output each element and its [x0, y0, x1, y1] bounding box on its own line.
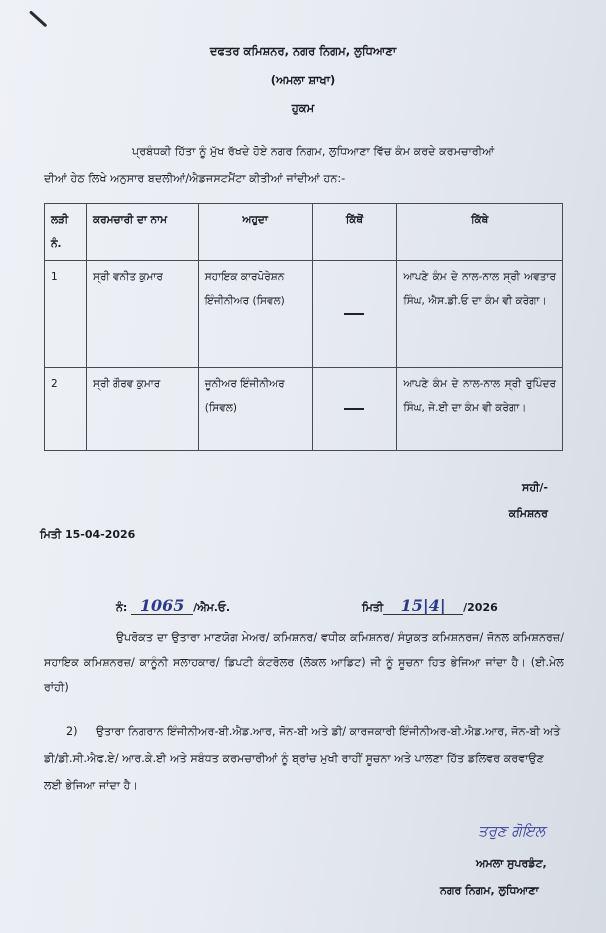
intro-line-1: ਪ੍ਰਬੰਧਕੀ ਹਿੱਤਾ ਨੂੰ ਮੁੱਖ ਰੱਖਦੇ ਹੋਏ ਨਗਰ ਨਿਗਮ, ਲੁਧਿਆਣਾ ਵਿੱਚ ਕੰਮ ਕਰਦੇ ਕਰਮਚਾਰੀਆਂ [132, 145, 495, 158]
intro-line-2: ਦੀਆਂ ਹੇਠ ਲਿਖੇ ਅਨੁਸਾਰ ਬਦਲੀਆਂ/ਐਡਜਸਟਮੈਂਟਾ ਕੀਤੀਆਂ ਜਾਂਦੀਆਂ ਹਨ:- [44, 172, 346, 185]
date-label: ਮਿਤੀ [362, 601, 384, 614]
table-header-row [45, 204, 563, 261]
col-header-from: ਕਿੱਥੋਂ [312, 204, 397, 261]
cell-designation: ਜੂਨੀਅਰ ਇੰਜੀਨੀਅਰ (ਸਿਵਲ) [198, 368, 312, 451]
cell-sr: 2 [45, 368, 87, 451]
endorsement-para-2 [44, 718, 564, 799]
endorsement-date [362, 598, 498, 615]
dash-icon [344, 408, 364, 410]
cell-sr: 1 [45, 261, 87, 368]
pen-mark [29, 10, 47, 27]
number-value: 1065 [131, 598, 193, 615]
table-row [45, 368, 563, 451]
superintendent-designation: ਅਮਲਾ ਸੁਪਰਡੰਟ, [476, 857, 547, 870]
date-value: 15|4| [383, 598, 463, 615]
commissioner-designation: ਕਮਿਸ਼ਨਰ [508, 507, 548, 520]
cell-from [312, 368, 397, 451]
endorsement-para-1: ਉਪਰੋਕਤ ਦਾ ਉਤਾਰਾ ਮਾਣਯੋਗ ਮੇਅਰ/ ਕਮਿਸ਼ਨਰ/ ਵਧੀਕ ਕਮਿਸ਼ਨਰ/ ਸੰਯੁਕਤ ਕਮਿਸ਼ਨਰਜ/ ਜੋਨਲ ਕਮਿਸ਼ਨਰਜ਼/ ਸਹਾਇਕ ਕਮਿਸ਼ਨਰਜ਼/ ਕਾਨੂੰਨੀ ਸਲਾਹਕਾਰ/ ਡਿਪਟੀ ਕੰਟਰੋਲਰ (ਲੋਕਲ ਆਡਿਟ) ਜੀ ਨੂੰ ਸੂਚਨਾ ਹਿਤ ਭੇਜਿਆ ਜਾਂਦਾ ਹੈ। (ਈ.ਮੇਲ ਰਾਂਹੀ) [44, 631, 564, 694]
order-date: ਮਿਤੀ 15-04-2026 [40, 528, 136, 541]
cell-to: ਆਪਣੇ ਕੰਮ ਦੇ ਨਾਲ-ਨਾਲ ਸ੍ਰੀ ਰੁਪਿੰਦਰ ਸਿੰਘ, ਜੇ.ਈ ਦਾ ਕੰਮ ਵੀ ਕਰੇਗਾ। [397, 368, 563, 451]
col-header-sr: ਲੜੀ ਨੰ. [45, 204, 87, 261]
cell-from [312, 261, 397, 368]
commissioner-signed: ਸਹੀ/- [522, 481, 548, 494]
office-heading: ਦਫਤਰ ਕਮਿਸ਼ਨਰ, ਨਗਰ ਨਿਗਮ, ਲੁਧਿਆਣਾ [209, 44, 397, 58]
dash-icon [344, 313, 364, 315]
superintendent-office: ਨਗਰ ਨਿਗਮ, ਲੁਧਿਆਣਾ [440, 884, 539, 897]
para-2-text: ਉਤਾਰਾ ਨਿਗਰਾਨ ਇੰਜੀਨੀਅਰ-ਬੀ.ਐਡ.ਆਰ, ਜੋਨ-ਬੀ ਅਤੇ ਡੀ/ ਕਾਰਜਕਾਰੀ ਇੰਜੀਨੀਅਰ-ਬੀ.ਐਡ.ਆਰ, ਜੋਨ-ਬੀ ਅਤੇ ਡੀ/ਡੀ.ਸੀ.ਐਫ.ਏ/ ਆਰ.ਕੇ.ਈ ਅਤੇ ਸਬੰਧਤ ਕਰਮਚਾਰੀਆਂ ਨੂੰ ਬ੍ਰਾਂਚ ਮੁਖੀ ਰਾਹੀਂ ਸੂਚਨਾ ਅਤੇ ਪਾਲਣਾ ਹਿੱਤ ਡਲਿਵਰ ਕਰਵਾਉਣ ਲਈ ਭੇਜਿਆ ਜਾਂਦਾ ਹੈ। [44, 725, 561, 792]
col-header-name: ਕਰਮਚਾਰੀ ਦਾ ਨਾਮ [86, 204, 198, 261]
endorsement-number [116, 598, 230, 615]
col-header-to: ਕਿੱਥੇ [397, 204, 563, 261]
order-title: ਹੁਕਮ [291, 101, 315, 115]
col-header-designation: ਅਹੁਦਾ [198, 204, 312, 261]
number-label: ਨੰ: [116, 601, 128, 614]
cell-to: ਆਪਣੇ ਕੰਮ ਦੇ ਨਾਲ-ਨਾਲ ਸ੍ਰੀ ਅਵਤਾਰ ਸਿੰਘ, ਐਸ.ਡੀ.ਓ ਦਾ ਕੰਮ ਵੀ ਕਰੇਗਾ। [397, 261, 563, 368]
table-row [45, 261, 563, 368]
cell-designation: ਸਹਾਇਕ ਕਾਰਪੋਰੇਸ਼ਨ ਇੰਜੀਨੀਅਰ (ਸਿਵਲ) [198, 261, 312, 368]
superintendent-signature: ਤਰੁਣ ਗੋਇਲ [478, 822, 546, 840]
transfer-table [44, 203, 563, 451]
branch-heading: (ਅਮਲਾ ਸ਼ਾਖਾ) [270, 73, 336, 87]
cell-name: ਸ੍ਰੀ ਗੌਰਵ ਕੁਮਾਰ [86, 368, 198, 451]
cell-name: ਸ੍ਰੀ ਵਨੀਤ ਕੁਮਾਰ [86, 261, 198, 368]
number-suffix: /ਐਮ.ਓ. [193, 601, 231, 614]
date-suffix: /2026 [463, 601, 498, 614]
para-2-number: 2) [66, 725, 78, 738]
